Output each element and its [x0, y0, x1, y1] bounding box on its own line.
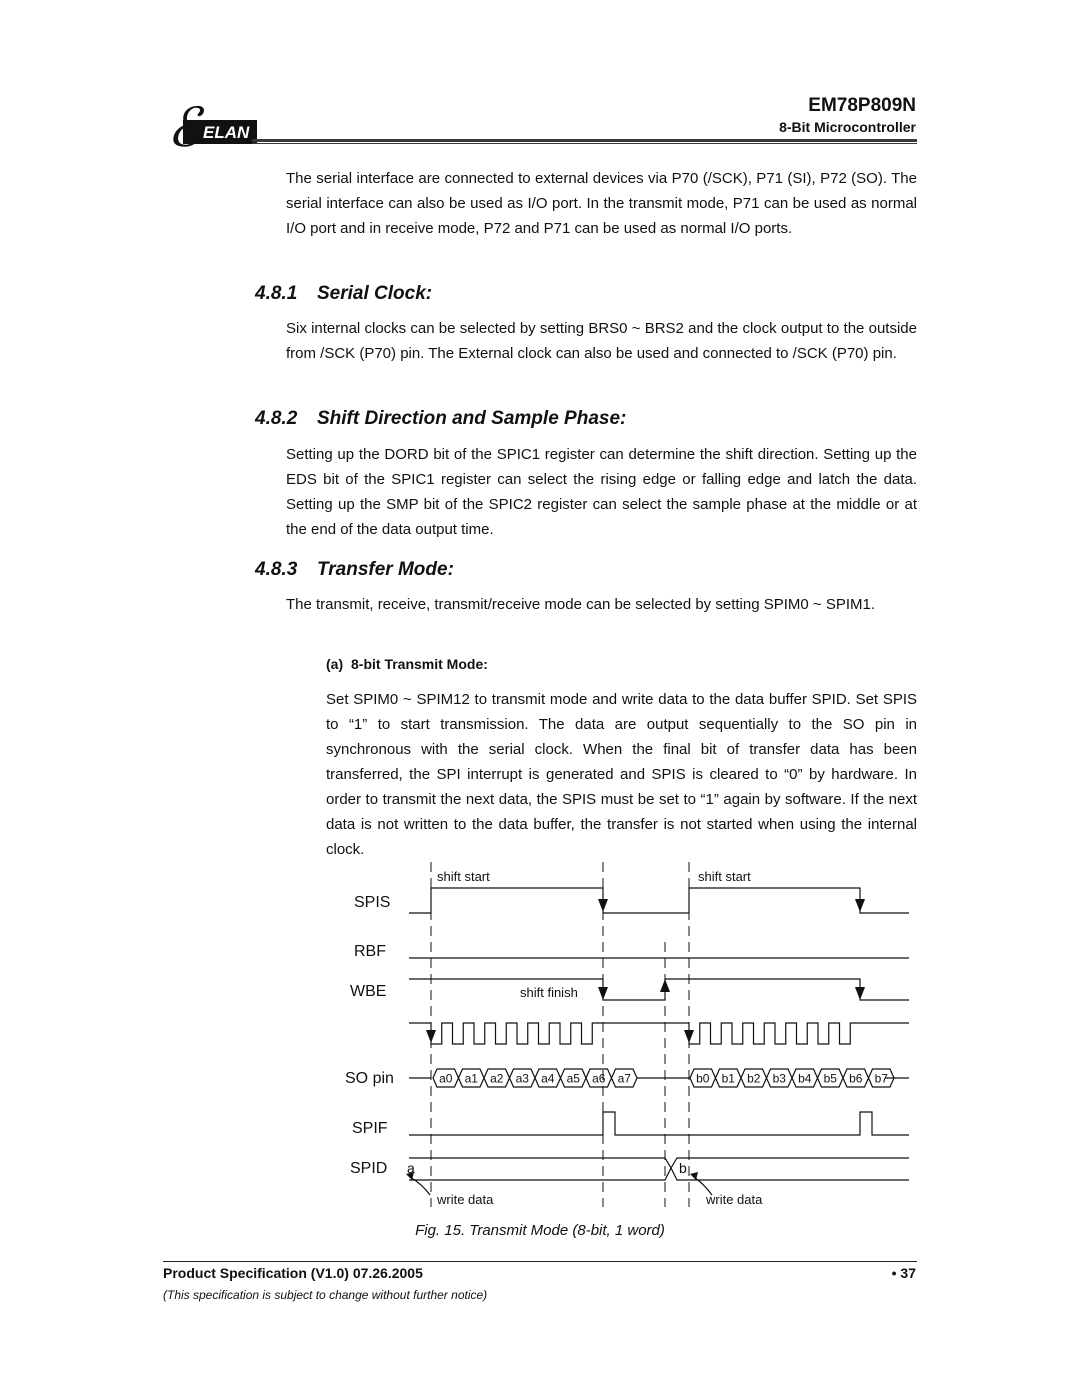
serial-clock-paragraph: Six internal clocks can be selected by setting BRS0 ~ BRS2 and the clock output to the outside from /SCK (P70) pin. The External clock can also be used and connected to /SCK (P70) pin.: [286, 320, 917, 362]
signal-label-rbf: RBF: [354, 943, 386, 960]
annotation-write-data: write data: [437, 1192, 494, 1207]
so-bit-b-label: b0: [696, 1071, 710, 1086]
so-bit-b-label: b6: [849, 1071, 863, 1086]
signal-label-spif: SPIF: [352, 1120, 388, 1137]
so-bit-b-label: b7: [874, 1071, 888, 1086]
product-name: EM78P809N: [808, 95, 916, 116]
section-heading-shift-direction: [255, 408, 626, 430]
so-bit-a-label: a1: [464, 1071, 478, 1086]
so-bit-a-label: a4: [541, 1071, 555, 1086]
subsection-heading-transmit: [326, 656, 488, 672]
section-number: 4.8.1: [255, 283, 298, 304]
footer-page-number: • 37: [891, 1265, 916, 1281]
logo-text: ELAN: [203, 123, 250, 142]
transmit-mode-paragraph: Set SPIM0 ~ SPIM12 to transmit mode and write data to the data buffer SPID. Set SPIS to “1” to start transmission. The data are output sequentially to the SO pin in synchronous with the serial clock. When the final bit of transfer data has been transferred, the SPI interrupt is generated and SPIS is cleared to “0” by hardware. In order to transmit the next data, the SPIS must be set to “1” again by software. If the next data is not written to the data buffer, the transfer is not started when using the internal clock.: [326, 691, 917, 858]
product-subtitle: 8-Bit Microcontroller: [779, 119, 916, 135]
shift-direction-paragraph: Setting up the DORD bit of the SPIC1 register can determine the shift direction. Setting up the EDS bit of the SPIC1 register can select the rising edge or falling edge and latch the data. Setting up the SMP bit of the SPIC2 register can select the sample phase at the middle or at the end of the data output time.: [286, 446, 917, 538]
subsection-title: 8-bit Transmit Mode:: [351, 656, 488, 672]
spis-clear-arrow: [598, 899, 608, 912]
so-bit-b-label: b2: [747, 1071, 761, 1086]
annotation-shift-start: shift start: [437, 869, 490, 884]
so-bit-b-label: b5: [823, 1071, 837, 1086]
signal-label-spid: SPID: [350, 1160, 388, 1177]
wbe-fall-arrow: [855, 987, 865, 1000]
so-bit-b-label: b1: [721, 1071, 735, 1086]
sck-start-arrow: [684, 1030, 694, 1043]
subsection-label: (a): [326, 656, 344, 672]
annotation-spid-a: a: [407, 1160, 415, 1176]
so-bit-a-label: a7: [617, 1071, 631, 1086]
elan-logo: [163, 98, 259, 164]
spis-clear-arrow: [855, 899, 865, 912]
footer-notice: (This specification is subject to change without further notice): [163, 1288, 488, 1302]
so-bit-a-label: a6: [592, 1071, 606, 1086]
section-title: Transfer Mode:: [317, 559, 454, 580]
footer-rule: [163, 1261, 917, 1262]
wbe-rise-arrow: [660, 979, 670, 992]
so-bit-b-label: b4: [798, 1071, 812, 1086]
intro-paragraph: The serial interface are connected to external devices via P70 (/SCK), P71 (SI), P72 (SO). The serial interface can also be used as I/O port. In the transmit mode, P71 can be used as normal I/O port and in receive mode, P72 and P71 can be used as normal I/O ports.: [286, 170, 917, 237]
header-rule-thin: [252, 143, 917, 144]
so-bit-a-label: a0: [439, 1071, 453, 1086]
signal-label-spis: SPIS: [354, 894, 391, 911]
section-heading-transfer-mode: [255, 559, 454, 581]
sck-start-arrow: [426, 1030, 436, 1043]
signal-label-wbe: WBE: [350, 983, 387, 1000]
so-bit-b-label: b3: [772, 1071, 786, 1086]
section-heading-serial-clock: [255, 283, 432, 305]
annotation-spid-b: b: [679, 1160, 687, 1176]
so-bit-a-label: a3: [515, 1071, 529, 1086]
section-title: Shift Direction and Sample Phase:: [317, 408, 627, 429]
section-number: 4.8.3: [255, 559, 298, 580]
transfer-mode-paragraph: The transmit, receive, transmit/receive mode can be selected by setting SPIM0 ~ SPIM1.: [286, 596, 876, 613]
signal-label-so-pin: SO pin: [345, 1070, 394, 1087]
transmit-timing-diagram: [340, 862, 920, 1214]
footer-product-spec: Product Specification (V1.0) 07.26.2005: [163, 1265, 423, 1281]
annotation-write-data: write data: [706, 1192, 763, 1207]
so-bit-a-label: a5: [566, 1071, 580, 1086]
section-title: Serial Clock:: [317, 283, 433, 304]
annotation-shift-finish: shift finish: [520, 985, 578, 1000]
section-number: 4.8.2: [255, 408, 298, 429]
header-rule: [252, 139, 917, 142]
figure-caption: Fig. 15. Transmit Mode (8-bit, 1 word): [415, 1222, 665, 1239]
annotation-shift-start: shift start: [698, 869, 751, 884]
so-bit-a-label: a2: [490, 1071, 504, 1086]
wbe-fall-arrow: [598, 987, 608, 1000]
svg-text:ℰ: ℰ: [167, 98, 200, 159]
